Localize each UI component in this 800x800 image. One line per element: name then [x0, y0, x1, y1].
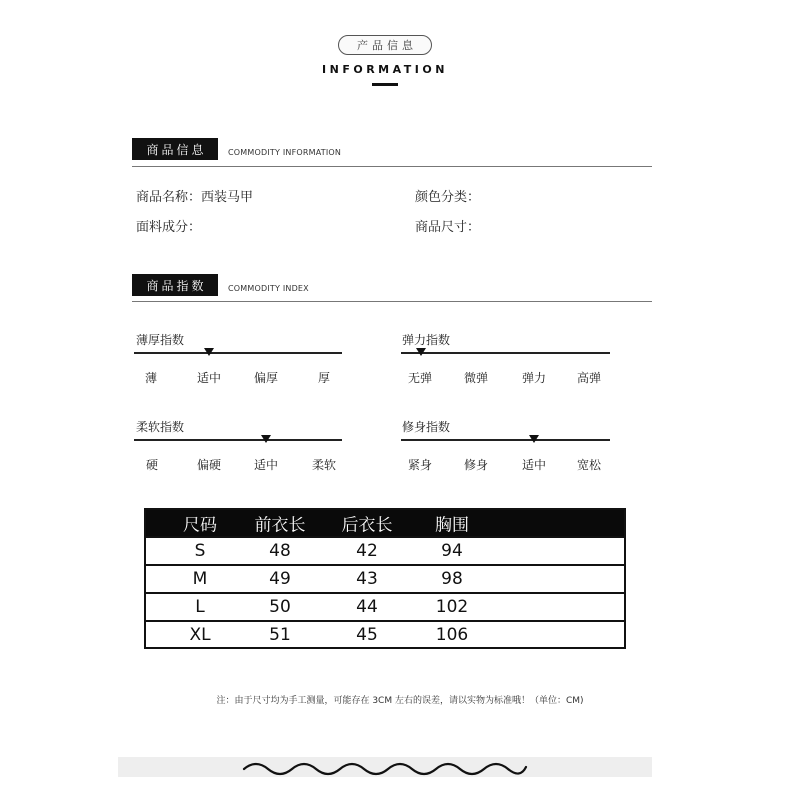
thickness-marker-icon [204, 348, 214, 356]
table-cell: 45 [356, 625, 378, 645]
scale-label: 厚 [317, 371, 331, 385]
elasticity-scale-line [401, 352, 610, 354]
table-cell: 98 [441, 569, 463, 589]
table-row [146, 620, 624, 648]
table-cell: XL [189, 625, 211, 645]
table-cell: 48 [269, 541, 291, 561]
fabric-composition-field: 面料成分： [136, 220, 202, 235]
scale-label: 弹力 [521, 371, 547, 385]
elasticity-marker-icon [416, 348, 426, 356]
table-row [146, 536, 624, 564]
scale-label: 无弹 [407, 371, 433, 385]
commodity-info-subtitle: COMMODITY INFORMATION [228, 148, 342, 157]
table-cell: 44 [356, 597, 378, 617]
scale-label: 高弹 [576, 371, 602, 385]
commodity-info-title: 商品信息 [146, 142, 207, 157]
scale-label: 紧身 [407, 458, 433, 472]
product-name-field: 商品名称：西装马甲 [136, 190, 254, 205]
softness-marker-icon [261, 435, 271, 443]
header-back-length: 后衣长 [341, 515, 393, 536]
elasticity-index-title: 弹力指数 [402, 333, 451, 347]
table-cell: L [195, 597, 205, 617]
commodity-index-subtitle: COMMODITY INDEX [228, 284, 309, 293]
thickness-index-title: 薄厚指数 [136, 333, 185, 347]
table-cell: 94 [441, 541, 463, 561]
table-cell: S [194, 541, 206, 561]
size-table [144, 508, 626, 649]
softness-index-title: 柔软指数 [136, 420, 185, 434]
scale-label: 宽松 [576, 458, 602, 472]
table-row [146, 592, 624, 620]
scale-label: 偏硬 [196, 458, 222, 472]
scale-label: 适中 [253, 458, 279, 472]
wave-decoration-icon [242, 757, 528, 779]
section-divider [132, 301, 652, 302]
measurement-note: 注：由于尺寸均为手工测量，可能存在 3CM 左右的误差，请以实物为标准哦！（单位：CM) [216, 696, 584, 706]
commodity-info-header [132, 138, 218, 160]
fit-marker-icon [529, 435, 539, 443]
product-info-pill [338, 35, 432, 55]
fit-scale-line [401, 439, 610, 441]
fit-index-title: 修身指数 [402, 420, 451, 434]
table-cell: 49 [269, 569, 291, 589]
header-front-length: 前衣长 [254, 515, 306, 536]
commodity-index-header [132, 274, 218, 296]
scale-label: 硬 [145, 458, 159, 472]
title-underline [372, 83, 398, 86]
table-cell: 102 [435, 597, 469, 617]
table-cell: 43 [356, 569, 378, 589]
scale-label: 薄 [144, 371, 158, 385]
scale-label: 修身 [463, 458, 489, 472]
table-cell: 51 [269, 625, 291, 645]
table-cell: M [192, 569, 208, 589]
information-title: INFORMATION [322, 63, 448, 76]
scale-label: 柔软 [311, 458, 337, 472]
table-cell: 50 [269, 597, 291, 617]
table-cell: 42 [356, 541, 378, 561]
size-table-header [146, 510, 624, 536]
commodity-index-title: 商品指数 [146, 278, 207, 293]
product-info-pill-label: 产品信息 [357, 39, 417, 52]
scale-label: 微弹 [463, 371, 489, 385]
table-row [146, 564, 624, 592]
color-category-field: 颜色分类： [415, 190, 481, 205]
softness-scale-line [134, 439, 342, 441]
scale-label: 适中 [196, 371, 222, 385]
header-size: 尺码 [183, 515, 217, 536]
scale-label: 适中 [521, 458, 547, 472]
product-size-field: 商品尺寸： [415, 220, 481, 235]
table-cell: 106 [435, 625, 469, 645]
section-divider [132, 166, 652, 167]
scale-label: 偏厚 [253, 371, 279, 385]
header-chest: 胸围 [435, 515, 469, 536]
thickness-scale-line [134, 352, 342, 354]
